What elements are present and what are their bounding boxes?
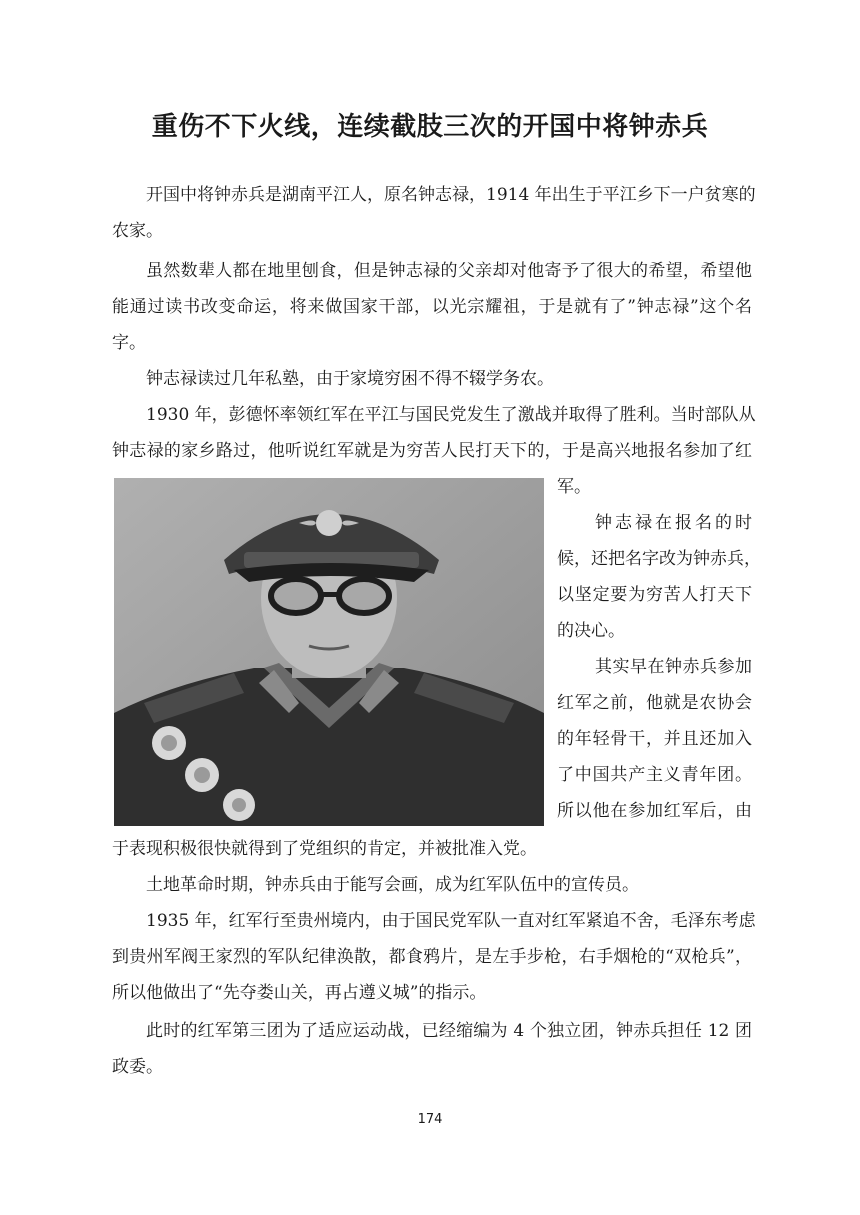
paragraph-line: 钟志禄读过几年私塾，由于家境穷困不得不辍学务农。 <box>146 369 554 389</box>
sidebar-line: 候，还把名字改为钟赤兵， <box>557 549 761 569</box>
article-title: 重伤不下火线，连续截肢三次的开国中将钟赤兵 <box>151 112 709 142</box>
paragraph-line: 钟志禄的家乡路过，他听说红军就是为穷苦人民打天下的，于是高兴地报名参加了红 <box>112 441 752 461</box>
paragraph-line: 于表现积极很快就得到了党组织的肯定，并被批准入党。 <box>112 839 537 859</box>
sidebar-line: 所以他在参加红军后，由 <box>557 801 752 821</box>
sidebar-line: 军。 <box>557 477 591 497</box>
sidebar-line: 其实早在钟赤兵参加 <box>595 657 752 677</box>
paragraph-line: 政委。 <box>112 1057 163 1077</box>
paragraph-line: 此时的红军第三团为了适应运动战，已经缩编为 4 个独立团，钟赤兵担任 12 团 <box>146 1021 752 1041</box>
paragraph-line: 到贵州军阀王家烈的军队纪律涣散，都食鸦片，是左手步枪，右手烟枪的“双枪兵”， <box>112 947 752 967</box>
sidebar-line: 的年轻骨干，并且还加入 <box>557 729 752 749</box>
paragraph-line: 字。 <box>112 333 146 353</box>
sidebar-line: 了中国共产主义青年团。 <box>557 765 752 785</box>
sidebar-line: 红军之前，他就是农协会 <box>557 693 752 713</box>
paragraph-line: 农家。 <box>112 221 163 241</box>
paragraph-line: 开国中将钟赤兵是湖南平江人，原名钟志禄，1914 年出生于平江乡下一户贫寒的 <box>146 185 756 205</box>
page-number: 174 <box>417 1112 443 1127</box>
paragraph-line: 所以他做出了“先夺娄山关，再占遵义城”的指示。 <box>112 983 487 1003</box>
paragraph-line: 1935 年，红军行至贵州境内，由于国民党军队一直对红军紧追不舍，毛泽东考虑 <box>146 911 756 931</box>
general-portrait-photo <box>114 478 544 826</box>
sidebar-line: 以坚定要为穷苦人打天下 <box>557 585 752 605</box>
paragraph-line: 土地革命时期，钟赤兵由于能写会画，成为红军队伍中的宣传员。 <box>146 875 639 895</box>
paragraph-line: 能通过读书改变命运，将来做国家干部，以光宗耀祖，于是就有了”钟志禄”这个名 <box>112 297 752 317</box>
paragraph-line: 1930 年，彭德怀率领红军在平江与国民党发生了激战并取得了胜利。当时部队从 <box>146 405 756 425</box>
sidebar-line: 钟志禄在报名的时 <box>595 513 752 533</box>
paragraph-line: 虽然数辈人都在地里刨食，但是钟志禄的父亲却对他寄予了很大的希望，希望他 <box>146 261 752 281</box>
sidebar-line: 的决心。 <box>557 621 625 641</box>
